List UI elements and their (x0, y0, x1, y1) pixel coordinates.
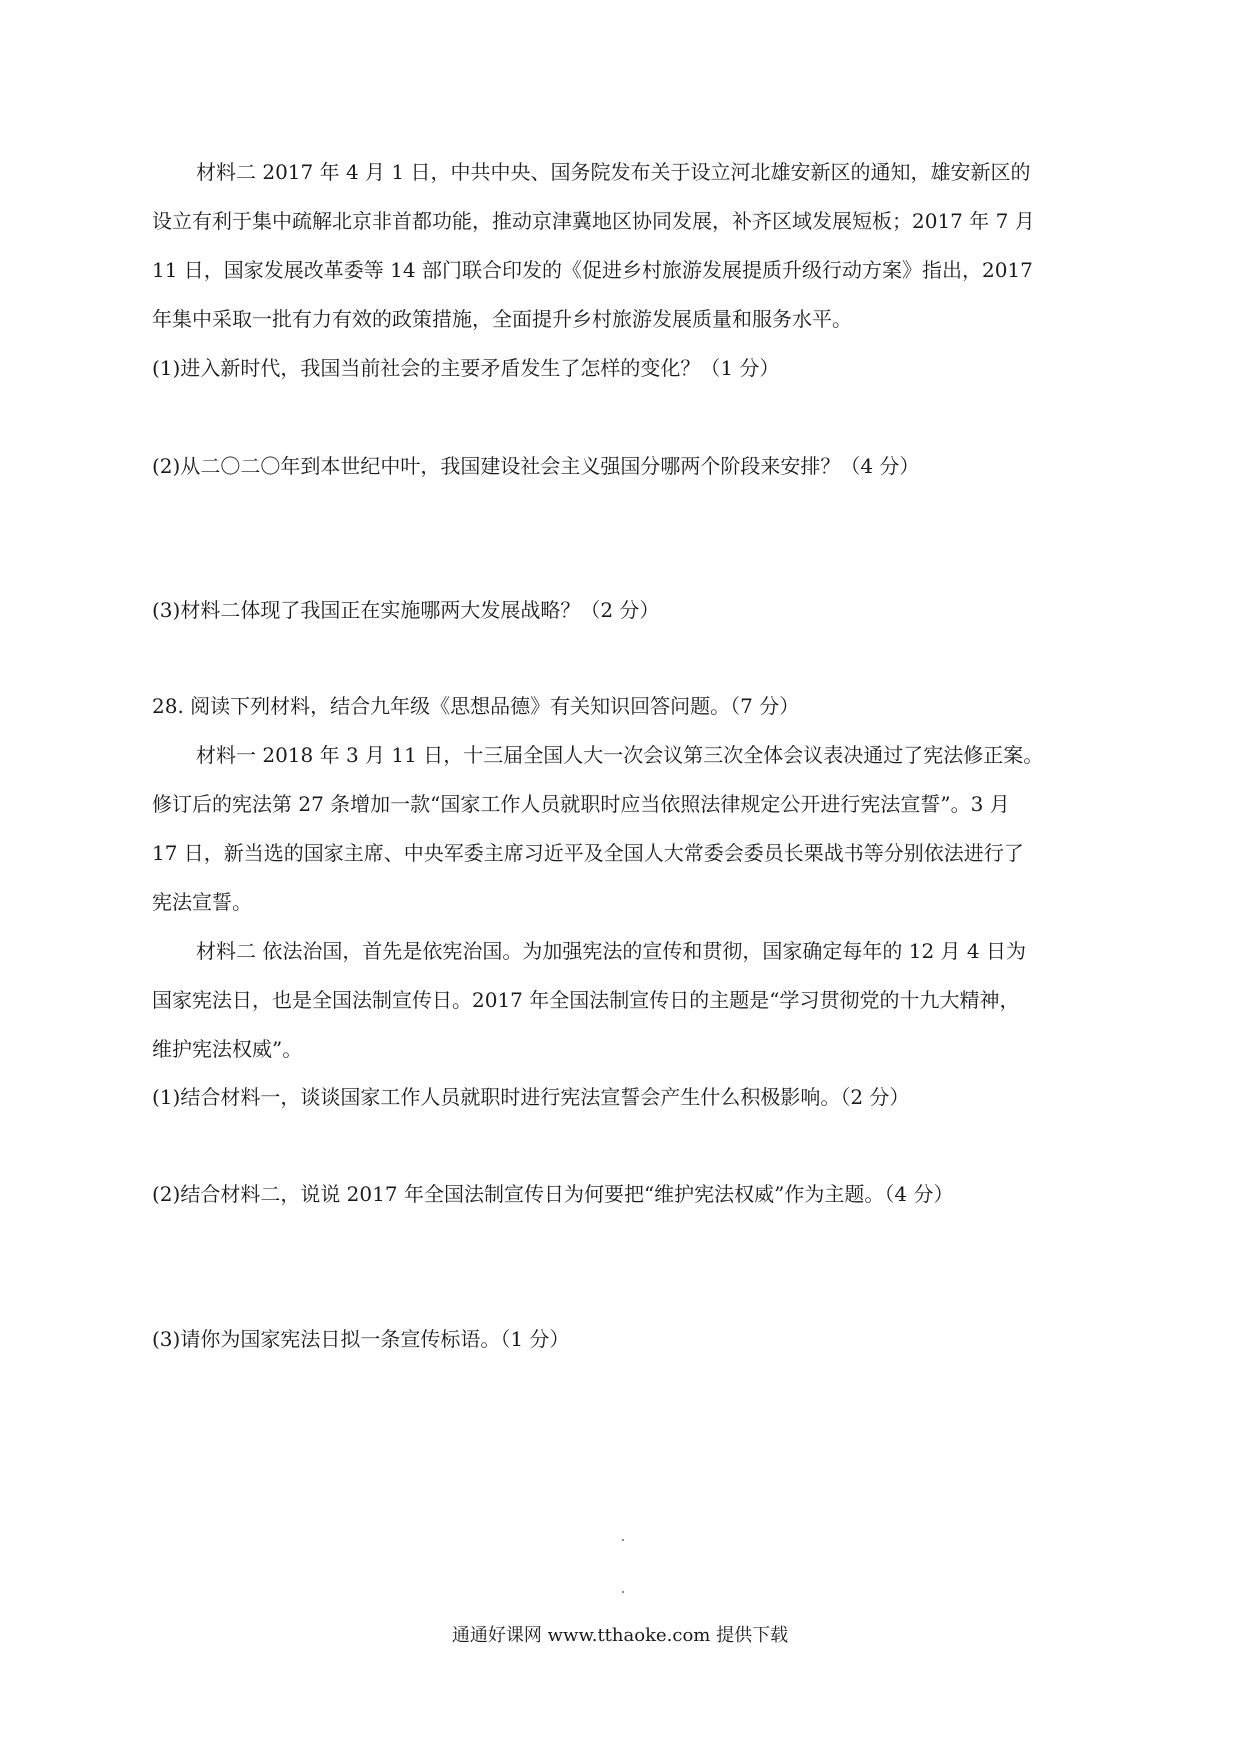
q28-material2-line-3: 维护宪法权威”。 (152, 1037, 303, 1061)
material2-line-4: 年集中采取一批有力有效的政策措施，全面提升乡村旅游发展质量和服务水平。 (152, 307, 852, 331)
q28-material2-line-1: 材料二 依法治国，首先是依宪治国。为加强宪法的宣传和贯彻，国家确定每年的 12 月 4 日为 (196, 939, 1026, 963)
footer-text: 通通好课网 www.tthaoke.com 提供下载 (451, 1625, 789, 1646)
q28-title: 28. 阅读下列材料，结合九年级《思想品德》有关知识回答问题。（7 分） (152, 694, 800, 718)
q27-sub3: (3)材料二体现了我国正在实施哪两大发展战略？（2 分） (152, 598, 660, 622)
q27-sub2: (2)从二〇二〇年到本世纪中叶，我国建设社会主义强国分哪两个阶段来安排？（4 分） (152, 454, 920, 478)
q28-material1-line-4: 宪法宣誓。 (152, 890, 252, 914)
q28-material2-line-2: 国家宪法日，也是全国法制宣传日。2017 年全国法制宣传日的主题是“学习贯彻党的十九大精神， (152, 988, 1020, 1012)
material2-line-2: 设立有利于集中疏解北京非首都功能，推动京津冀地区协同发展，补齐区域发展短板；2017 年 7 月 (152, 209, 1035, 233)
q28-sub2: (2)结合材料二，说说 2017 年全国法制宣传日为何要把“维护宪法权威”作为主题。（4 分） (152, 1182, 954, 1206)
q28-sub1: (1)结合材料一，谈谈国家工作人员就职时进行宪法宣誓会产生什么积极影响。（2 分） (152, 1085, 910, 1109)
q28-sub3: (3)请你为国家宪法日拟一条宣传标语。（1 分） (152, 1327, 570, 1351)
q28-material1-line-2: 修订后的宪法第 27 条增加一款“国家工作人员就职时应当依照法律规定公开进行宪法宣誓”。3 月 (152, 792, 1010, 816)
q28-material1-line-1: 材料一 2018 年 3 月 11 日，十三届全国人大一次会议第三次全体会议表决通过了宪法修正案。 (196, 743, 1044, 767)
scan-dot (622, 1591, 624, 1593)
material2-line-1: 材料二 2017 年 4 月 1 日，中共中央、国务院发布关于设立河北雄安新区的通知，雄安新区的 (196, 160, 1031, 184)
q28-material1-line-3: 17 日，新当选的国家主席、中央军委主席习近平及全国人大常委会委员长栗战书等分别依法进行了 (152, 841, 1024, 865)
scan-dot (622, 1539, 624, 1541)
q27-sub1: (1)进入新时代，我国当前社会的主要矛盾发生了怎样的变化？（1 分） (152, 356, 780, 380)
material2-line-3: 11 日，国家发展改革委等 14 部门联合印发的《促进乡村旅游发展提质升级行动方案》指出，2017 (152, 258, 1033, 282)
